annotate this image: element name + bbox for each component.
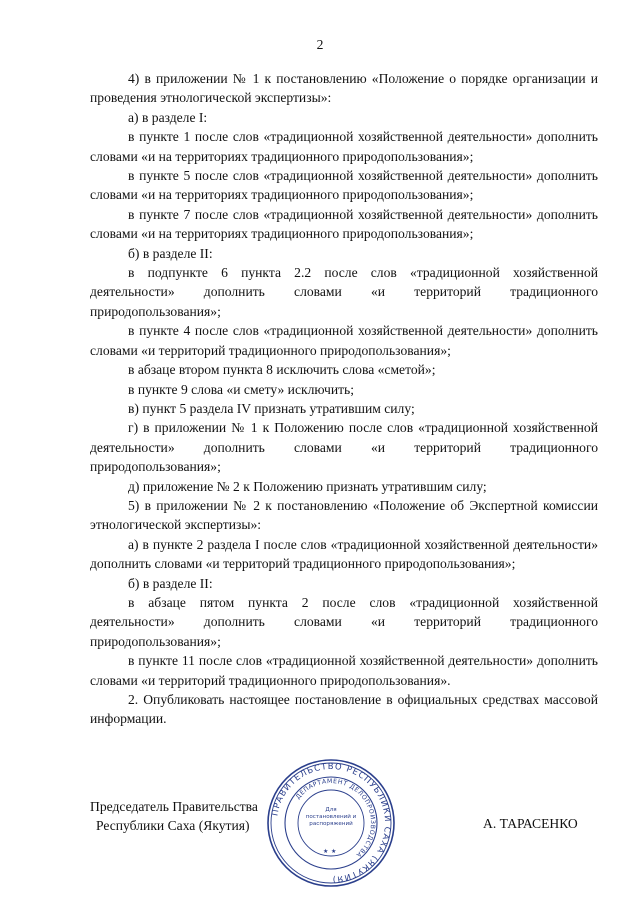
paragraph: а) в пункте 2 раздела I после слов «традиционной хозяйственной деятельности» дополнить словами «и территорий традиционного природопользования»; xyxy=(90,536,598,572)
svg-text:★: ★ xyxy=(331,848,337,855)
paragraph: в пункте 11 после слов «традиционной хозяйственной деятельности» дополнить словами «и территорий традиционного природопользования». xyxy=(90,653,598,688)
paragraph: в абзаце втором пункта 8 исключить слова «сметой»; xyxy=(128,362,436,378)
paragraph: в) пункт 5 раздела IV признать утратившим силу; xyxy=(128,400,415,416)
seal-star-icons xyxy=(323,848,336,855)
paragraph: г) в приложении № 1 к Положению после слов «традиционной хозяйственной деятельности» дополнить словами «и территорий традиционного природопользования»; xyxy=(90,420,598,475)
paragraph: а) в разделе I: xyxy=(128,109,208,125)
seal-center-text: Для постановлений и распоряжений xyxy=(305,807,357,827)
svg-text:★: ★ xyxy=(323,848,329,855)
paragraph: б) в разделе II: xyxy=(128,575,213,591)
paragraph: 4) в приложении № 1 к постановлению «Положение о порядке организации и проведения этнологической экспертизы»: xyxy=(90,71,598,106)
paragraph: 5) в приложении № 2 к постановлению «Положение об Экспертной комиссии этнологической экспертизы»: xyxy=(90,497,598,533)
signatory-title-line2: Республики Саха (Якутия) xyxy=(96,818,250,834)
paragraph: 2. Опубликовать настоящее постановление в официальных средствах массовой информации. xyxy=(90,692,598,727)
paragraph: в пункте 5 после слов «традиционной хозяйственной деятельности» дополнить словами «и на территориях традиционного природопользования»; xyxy=(90,168,598,203)
paragraph: в пункте 4 после слов «традиционной хозяйственной деятельности» дополнить словами «и территорий традиционного природопользования»; xyxy=(90,323,598,358)
official-seal-stamp xyxy=(265,757,397,889)
document-body xyxy=(90,69,598,729)
paragraph: в подпункте 6 пункта 2.2 после слов «традиционной хозяйственной деятельности» дополнить словами «и территорий традиционного природопользования»; xyxy=(90,265,598,319)
paragraph: д) приложение № 2 к Положению признать утратившим силу; xyxy=(128,478,487,494)
paragraph: в пункте 7 после слов «традиционной хозяйственной деятельности» дополнить словами «и на территориях традиционного природопользования»; xyxy=(90,206,598,242)
paragraph: в пункте 1 после слов «традиционной хозяйственной деятельности» дополнить словами «и на территориях традиционного природопользования»; xyxy=(90,129,598,164)
seal-inner-ring-text: ДЕПАРТАМЕНТ ДЕЛОПРОИЗВОДСТВА xyxy=(294,777,377,859)
signatory-title-line1: Председатель Правительства xyxy=(90,799,258,814)
seal-outer-ring-text: ПРАВИТЕЛЬСТВО РЕСПУБЛИКИ САХА (ЯКУТИЯ) xyxy=(269,760,394,886)
signatory-name: А. ТАРАСЕНКО xyxy=(483,816,578,831)
paragraph: б) в разделе II: xyxy=(128,245,213,261)
signatory-title xyxy=(90,797,258,836)
page-number: 2 xyxy=(316,37,324,52)
paragraph: в абзаце пятом пункта 2 после слов «традиционной хозяйственной деятельности» дополнить словами «и территорий традиционного природопользования»; xyxy=(90,594,598,649)
paragraph: в пункте 9 слова «и смету» исключить; xyxy=(128,381,355,397)
